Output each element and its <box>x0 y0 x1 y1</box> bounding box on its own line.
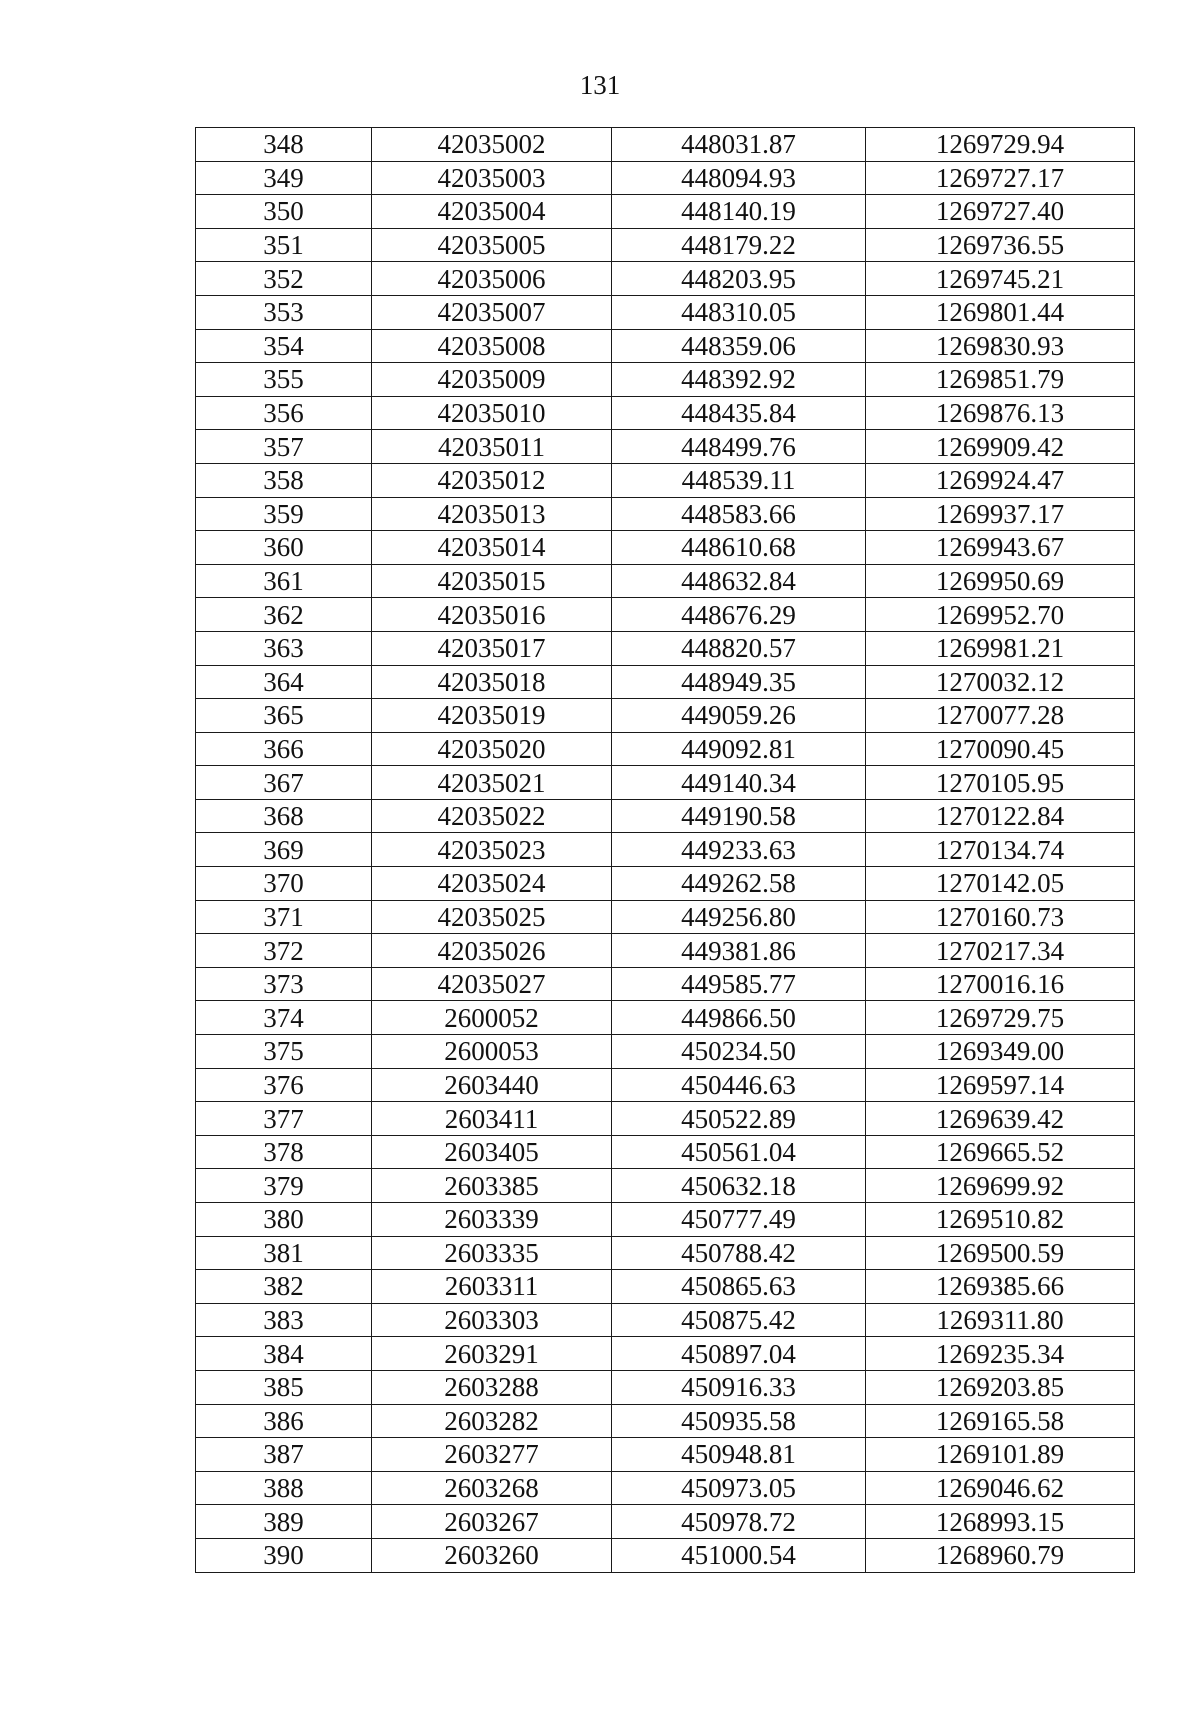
y-coordinate-cell: 1268993.15 <box>866 1505 1135 1539</box>
x-coordinate-cell: 449256.80 <box>612 900 866 934</box>
table-row <box>196 1135 1135 1169</box>
point-number-cell: 373 <box>196 967 372 1001</box>
y-coordinate-cell: 1269101.89 <box>866 1438 1135 1472</box>
y-coordinate-cell: 1269952.70 <box>866 598 1135 632</box>
point-id-cell: 42035025 <box>372 900 612 934</box>
x-coordinate-cell: 449233.63 <box>612 833 866 867</box>
x-coordinate-cell: 450446.63 <box>612 1068 866 1102</box>
x-coordinate-cell: 450875.42 <box>612 1303 866 1337</box>
page-number: 131 <box>579 70 621 100</box>
table-row <box>196 531 1135 565</box>
table-row <box>196 799 1135 833</box>
point-number-cell: 368 <box>196 799 372 833</box>
x-coordinate-cell: 450973.05 <box>612 1471 866 1505</box>
table-row <box>196 463 1135 497</box>
point-id-cell: 42035013 <box>372 497 612 531</box>
table-row <box>196 1035 1135 1069</box>
table-row <box>196 1370 1135 1404</box>
point-id-cell: 42035005 <box>372 228 612 262</box>
table-row <box>196 1404 1135 1438</box>
point-id-cell: 42035021 <box>372 766 612 800</box>
point-number-cell: 383 <box>196 1303 372 1337</box>
point-number-cell: 370 <box>196 867 372 901</box>
point-id-cell: 2603385 <box>372 1169 612 1203</box>
table-row <box>196 1068 1135 1102</box>
point-id-cell: 42035002 <box>372 128 612 162</box>
point-id-cell: 42035012 <box>372 463 612 497</box>
table-row <box>196 195 1135 229</box>
table-row <box>196 329 1135 363</box>
point-number-cell: 387 <box>196 1438 372 1472</box>
table-row <box>196 363 1135 397</box>
x-coordinate-cell: 450865.63 <box>612 1270 866 1304</box>
point-id-cell: 42035023 <box>372 833 612 867</box>
point-number-cell: 389 <box>196 1505 372 1539</box>
table-row <box>196 1538 1135 1572</box>
y-coordinate-cell: 1269909.42 <box>866 430 1135 464</box>
point-number-cell: 377 <box>196 1102 372 1136</box>
point-number-cell: 376 <box>196 1068 372 1102</box>
point-number-cell: 388 <box>196 1471 372 1505</box>
point-id-cell: 2603303 <box>372 1303 612 1337</box>
y-coordinate-cell: 1269729.94 <box>866 128 1135 162</box>
point-number-cell: 358 <box>196 463 372 497</box>
point-id-cell: 42035007 <box>372 295 612 329</box>
table-row <box>196 1203 1135 1237</box>
y-coordinate-cell: 1269235.34 <box>866 1337 1135 1371</box>
table-row <box>196 430 1135 464</box>
point-number-cell: 360 <box>196 531 372 565</box>
point-id-cell: 42035010 <box>372 396 612 430</box>
table-row <box>196 228 1135 262</box>
point-number-cell: 378 <box>196 1135 372 1169</box>
x-coordinate-cell: 448610.68 <box>612 531 866 565</box>
x-coordinate-cell: 448820.57 <box>612 631 866 665</box>
x-coordinate-cell: 448359.06 <box>612 329 866 363</box>
x-coordinate-cell: 448140.19 <box>612 195 866 229</box>
y-coordinate-cell: 1270142.05 <box>866 867 1135 901</box>
x-coordinate-cell: 450935.58 <box>612 1404 866 1438</box>
x-coordinate-cell: 450561.04 <box>612 1135 866 1169</box>
point-id-cell: 42035027 <box>372 967 612 1001</box>
y-coordinate-cell: 1269745.21 <box>866 262 1135 296</box>
coordinates-table <box>195 127 1135 1573</box>
y-coordinate-cell: 1270016.16 <box>866 967 1135 1001</box>
y-coordinate-cell: 1269727.17 <box>866 161 1135 195</box>
y-coordinate-cell: 1269665.52 <box>866 1135 1135 1169</box>
point-number-cell: 386 <box>196 1404 372 1438</box>
y-coordinate-cell: 1269851.79 <box>866 363 1135 397</box>
point-id-cell: 2603288 <box>372 1370 612 1404</box>
x-coordinate-cell: 448392.92 <box>612 363 866 397</box>
point-number-cell: 357 <box>196 430 372 464</box>
table-row <box>196 967 1135 1001</box>
point-number-cell: 369 <box>196 833 372 867</box>
x-coordinate-cell: 448539.11 <box>612 463 866 497</box>
point-id-cell: 42035006 <box>372 262 612 296</box>
table-row <box>196 934 1135 968</box>
point-id-cell: 42035022 <box>372 799 612 833</box>
table-row <box>196 1270 1135 1304</box>
point-id-cell: 42035020 <box>372 732 612 766</box>
y-coordinate-cell: 1269597.14 <box>866 1068 1135 1102</box>
y-coordinate-cell: 1269729.75 <box>866 1001 1135 1035</box>
y-coordinate-cell: 1269385.66 <box>866 1270 1135 1304</box>
point-number-cell: 351 <box>196 228 372 262</box>
x-coordinate-cell: 449092.81 <box>612 732 866 766</box>
x-coordinate-cell: 449059.26 <box>612 699 866 733</box>
point-id-cell: 42035003 <box>372 161 612 195</box>
x-coordinate-cell: 450788.42 <box>612 1236 866 1270</box>
table-row <box>196 1471 1135 1505</box>
point-number-cell: 385 <box>196 1370 372 1404</box>
point-number-cell: 365 <box>196 699 372 733</box>
y-coordinate-cell: 1269349.00 <box>866 1035 1135 1069</box>
point-number-cell: 361 <box>196 564 372 598</box>
x-coordinate-cell: 449585.77 <box>612 967 866 1001</box>
y-coordinate-cell: 1269801.44 <box>866 295 1135 329</box>
point-id-cell: 42035019 <box>372 699 612 733</box>
y-coordinate-cell: 1269510.82 <box>866 1203 1135 1237</box>
point-id-cell: 2603282 <box>372 1404 612 1438</box>
x-coordinate-cell: 450978.72 <box>612 1505 866 1539</box>
table-row <box>196 295 1135 329</box>
y-coordinate-cell: 1270134.74 <box>866 833 1135 867</box>
point-id-cell: 2603335 <box>372 1236 612 1270</box>
table-row <box>196 699 1135 733</box>
table-row <box>196 1337 1135 1371</box>
y-coordinate-cell: 1269924.47 <box>866 463 1135 497</box>
point-id-cell: 2603291 <box>372 1337 612 1371</box>
x-coordinate-cell: 451000.54 <box>612 1538 866 1572</box>
table-row <box>196 631 1135 665</box>
table-row <box>196 732 1135 766</box>
table-row <box>196 1001 1135 1035</box>
y-coordinate-cell: 1269981.21 <box>866 631 1135 665</box>
x-coordinate-cell: 448179.22 <box>612 228 866 262</box>
table-row <box>196 564 1135 598</box>
table-row <box>196 1102 1135 1136</box>
table-row <box>196 833 1135 867</box>
x-coordinate-cell: 448676.29 <box>612 598 866 632</box>
table-row <box>196 665 1135 699</box>
x-coordinate-cell: 449190.58 <box>612 799 866 833</box>
x-coordinate-cell: 448632.84 <box>612 564 866 598</box>
point-id-cell: 42035008 <box>372 329 612 363</box>
point-number-cell: 380 <box>196 1203 372 1237</box>
table-row <box>196 598 1135 632</box>
x-coordinate-cell: 448031.87 <box>612 128 866 162</box>
y-coordinate-cell: 1270032.12 <box>866 665 1135 699</box>
table-row <box>196 1169 1135 1203</box>
y-coordinate-cell: 1269943.67 <box>866 531 1135 565</box>
table-row <box>196 867 1135 901</box>
point-number-cell: 363 <box>196 631 372 665</box>
x-coordinate-cell: 448203.95 <box>612 262 866 296</box>
point-number-cell: 367 <box>196 766 372 800</box>
x-coordinate-cell: 448499.76 <box>612 430 866 464</box>
x-coordinate-cell: 449381.86 <box>612 934 866 968</box>
y-coordinate-cell: 1269876.13 <box>866 396 1135 430</box>
table-row <box>196 1303 1135 1337</box>
y-coordinate-cell: 1269727.40 <box>866 195 1135 229</box>
point-id-cell: 2603277 <box>372 1438 612 1472</box>
point-number-cell: 352 <box>196 262 372 296</box>
table-row <box>196 1505 1135 1539</box>
y-coordinate-cell: 1269165.58 <box>866 1404 1135 1438</box>
y-coordinate-cell: 1269830.93 <box>866 329 1135 363</box>
point-id-cell: 42035026 <box>372 934 612 968</box>
point-id-cell: 2603260 <box>372 1538 612 1572</box>
point-id-cell: 42035018 <box>372 665 612 699</box>
y-coordinate-cell: 1270217.34 <box>866 934 1135 968</box>
x-coordinate-cell: 450897.04 <box>612 1337 866 1371</box>
point-number-cell: 348 <box>196 128 372 162</box>
point-number-cell: 381 <box>196 1236 372 1270</box>
point-id-cell: 2603311 <box>372 1270 612 1304</box>
point-number-cell: 353 <box>196 295 372 329</box>
y-coordinate-cell: 1269699.92 <box>866 1169 1135 1203</box>
y-coordinate-cell: 1269950.69 <box>866 564 1135 598</box>
point-id-cell: 42035011 <box>372 430 612 464</box>
point-number-cell: 375 <box>196 1035 372 1069</box>
point-id-cell: 42035017 <box>372 631 612 665</box>
point-number-cell: 366 <box>196 732 372 766</box>
point-number-cell: 382 <box>196 1270 372 1304</box>
point-id-cell: 2603405 <box>372 1135 612 1169</box>
x-coordinate-cell: 448949.35 <box>612 665 866 699</box>
y-coordinate-cell: 1270077.28 <box>866 699 1135 733</box>
coordinates-table-body <box>196 128 1135 1573</box>
x-coordinate-cell: 449140.34 <box>612 766 866 800</box>
point-id-cell: 2603267 <box>372 1505 612 1539</box>
point-id-cell: 2603268 <box>372 1471 612 1505</box>
point-id-cell: 42035016 <box>372 598 612 632</box>
table-row <box>196 1236 1135 1270</box>
table-row <box>196 900 1135 934</box>
point-id-cell: 42035024 <box>372 867 612 901</box>
x-coordinate-cell: 448094.93 <box>612 161 866 195</box>
point-number-cell: 354 <box>196 329 372 363</box>
y-coordinate-cell: 1270105.95 <box>866 766 1135 800</box>
y-coordinate-cell: 1268960.79 <box>866 1538 1135 1572</box>
point-number-cell: 359 <box>196 497 372 531</box>
point-number-cell: 356 <box>196 396 372 430</box>
x-coordinate-cell: 448435.84 <box>612 396 866 430</box>
table-row <box>196 161 1135 195</box>
table-row <box>196 766 1135 800</box>
y-coordinate-cell: 1270160.73 <box>866 900 1135 934</box>
y-coordinate-cell: 1269046.62 <box>866 1471 1135 1505</box>
point-number-cell: 384 <box>196 1337 372 1371</box>
y-coordinate-cell: 1269311.80 <box>866 1303 1135 1337</box>
x-coordinate-cell: 448310.05 <box>612 295 866 329</box>
point-id-cell: 42035009 <box>372 363 612 397</box>
point-id-cell: 2603411 <box>372 1102 612 1136</box>
x-coordinate-cell: 449866.50 <box>612 1001 866 1035</box>
point-number-cell: 379 <box>196 1169 372 1203</box>
y-coordinate-cell: 1269937.17 <box>866 497 1135 531</box>
table-row <box>196 128 1135 162</box>
y-coordinate-cell: 1270090.45 <box>866 732 1135 766</box>
point-number-cell: 349 <box>196 161 372 195</box>
y-coordinate-cell: 1269203.85 <box>866 1370 1135 1404</box>
point-number-cell: 355 <box>196 363 372 397</box>
table-row <box>196 1438 1135 1472</box>
y-coordinate-cell: 1269639.42 <box>866 1102 1135 1136</box>
x-coordinate-cell: 450632.18 <box>612 1169 866 1203</box>
x-coordinate-cell: 450777.49 <box>612 1203 866 1237</box>
point-id-cell: 2603440 <box>372 1068 612 1102</box>
table-row <box>196 396 1135 430</box>
x-coordinate-cell: 450234.50 <box>612 1035 866 1069</box>
point-id-cell: 42035014 <box>372 531 612 565</box>
y-coordinate-cell: 1269736.55 <box>866 228 1135 262</box>
y-coordinate-cell: 1270122.84 <box>866 799 1135 833</box>
x-coordinate-cell: 450948.81 <box>612 1438 866 1472</box>
point-id-cell: 2600052 <box>372 1001 612 1035</box>
point-id-cell: 42035015 <box>372 564 612 598</box>
point-number-cell: 374 <box>196 1001 372 1035</box>
table-row <box>196 262 1135 296</box>
point-id-cell: 2600053 <box>372 1035 612 1069</box>
point-number-cell: 372 <box>196 934 372 968</box>
table-row <box>196 497 1135 531</box>
point-number-cell: 364 <box>196 665 372 699</box>
x-coordinate-cell: 450522.89 <box>612 1102 866 1136</box>
point-number-cell: 362 <box>196 598 372 632</box>
x-coordinate-cell: 449262.58 <box>612 867 866 901</box>
point-number-cell: 350 <box>196 195 372 229</box>
x-coordinate-cell: 450916.33 <box>612 1370 866 1404</box>
point-id-cell: 2603339 <box>372 1203 612 1237</box>
y-coordinate-cell: 1269500.59 <box>866 1236 1135 1270</box>
point-number-cell: 371 <box>196 900 372 934</box>
x-coordinate-cell: 448583.66 <box>612 497 866 531</box>
point-id-cell: 42035004 <box>372 195 612 229</box>
point-number-cell: 390 <box>196 1538 372 1572</box>
